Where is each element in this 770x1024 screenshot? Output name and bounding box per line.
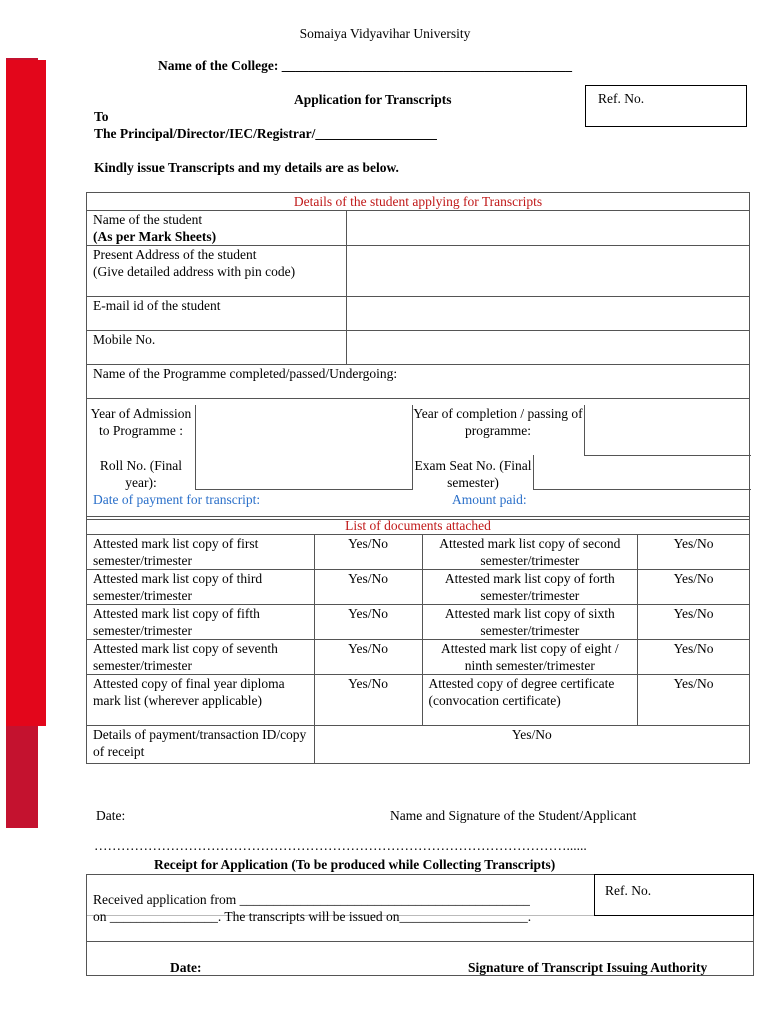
name-label: Name of the student (As per Mark Sheets) [87,211,347,246]
documents-table [86,516,750,764]
university-name: Somaiya Vidyavihar University [299,26,471,41]
document-right-answer[interactable]: Yes/No [638,640,750,675]
document-left-label: Attested copy of final year diploma mark list (wherever applicable) [87,675,315,726]
intro-text: Kindly issue Transcripts and my details are as below. [94,160,399,175]
mobile-value[interactable] [346,331,749,365]
document-row [87,605,750,640]
document-right-answer[interactable]: Yes/No [638,570,750,605]
document-right-label: Attested mark list copy of sixth semester/trimester [422,605,638,640]
docs-heading: List of documents attached [87,517,750,535]
document-left-label: Attested mark list copy of third semester/trimester [87,570,315,605]
student-signature-label: Name and Signature of the Student/Applicant [390,808,637,823]
document-left-label: Attested mark list copy of seventh semester/trimester [87,640,315,675]
year-completion-value[interactable] [584,405,751,456]
address-value[interactable] [346,246,749,297]
document-row [87,675,750,726]
issue-date-line: on ________________. The transcripts will be issued on___________________. [93,909,532,924]
document-right-label: Attested mark list copy of forth semester/trimester [422,570,638,605]
year-completion-label: Year of completion / passing of programme: [413,406,583,438]
document-left-answer[interactable]: Yes/No [314,570,422,605]
college-name-field: Name of the College: ___________________________________________ [158,58,572,73]
document-right-label: Attested mark list copy of eight / ninth semester/trimester [422,640,638,675]
form-title: Application for Transcripts [294,92,452,107]
name-value[interactable] [346,211,749,246]
red-margin-bar-accent [6,60,46,726]
document-right-label: Attested mark list copy of second semester/trimester [422,535,638,570]
date-label: Date: [96,808,126,823]
email-value[interactable] [346,297,749,331]
amount-paid-label: Amount paid: [452,492,527,507]
document-left-label: Attested mark list copy of fifth semester/trimester [87,605,315,640]
addressee: The Principal/Director/IEC/Registrar/__________________ [94,126,437,141]
mobile-label: Mobile No. [87,331,347,365]
details-heading: Details of the student applying for Transcripts [87,193,750,211]
ref-no-label: Ref. No. [598,91,645,106]
exam-seat-value[interactable] [533,455,751,490]
document-row [87,640,750,675]
document-left-label: Attested mark list copy of first semester/trimester [87,535,315,570]
roll-no-label: Roll No. (Final year): [99,458,183,490]
receipt-ref-box [594,874,754,916]
receipt-date-label: Date: [170,960,202,975]
document-left-answer[interactable]: Yes/No [314,535,422,570]
receipt-ref-label: Ref. No. [605,883,652,898]
document-right-answer[interactable]: Yes/No [638,535,750,570]
to-label: To [94,109,109,124]
document-left-answer[interactable]: Yes/No [314,675,422,726]
document-right-answer[interactable]: Yes/No [638,675,750,726]
document-row [87,535,750,570]
document-right-answer[interactable]: Yes/No [638,605,750,640]
receipt-title: Receipt for Application (To be produced while Collecting Transcripts) [154,857,556,872]
receipt-divider [87,941,753,942]
payment-details-answer[interactable]: Yes/No [314,726,749,764]
cut-line: ……………………………………………………………………………………………...... [94,838,587,853]
address-label: Present Address of the student (Give detailed address with pin code) [87,246,347,297]
authority-signature-label: Signature of Transcript Issuing Authority [468,960,708,975]
email-label: E-mail id of the student [87,297,347,331]
ref-no-box [585,85,747,127]
document-row [87,570,750,605]
programme-details [87,399,750,520]
document-left-answer[interactable]: Yes/No [314,640,422,675]
document-right-label: Attested copy of degree certificate (convocation certificate) [422,675,638,726]
details-table [86,192,750,520]
document-left-answer[interactable]: Yes/No [314,605,422,640]
year-admission-value[interactable] [195,405,413,490]
year-admission-label: Year of Admission to Programme : [90,406,192,438]
payment-date-label: Date of payment for transcript: [93,492,261,507]
payment-details-label: Details of payment/transaction ID/copy of receipt [87,726,315,764]
programme-label: Name of the Programme completed/passed/Undergoing: [87,365,750,399]
received-from-line: Received application from ___________________________________________ [93,892,530,907]
exam-seat-label: Exam Seat No. (Final semester) [414,458,532,490]
